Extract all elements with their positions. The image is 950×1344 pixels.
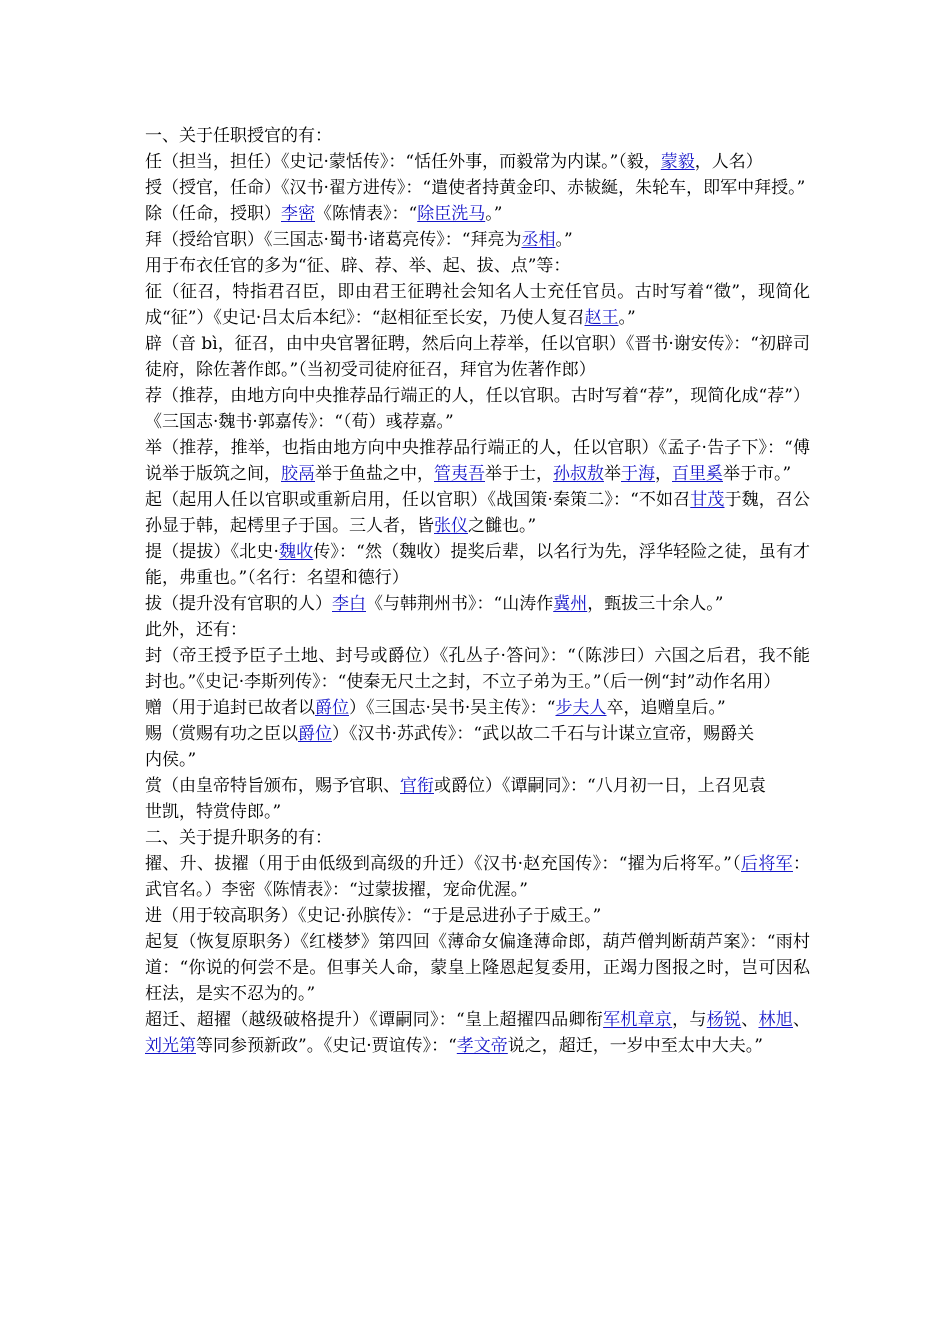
text-segment: 于魏，召公孙显于韩，起樗里子于国。三人者，皆: [145, 490, 811, 536]
hyperlink[interactable]: 李白: [332, 594, 366, 614]
text-segment: 拔（提升没有官职的人）: [145, 594, 332, 614]
text-segment: 等同参预新政”。《史记·贾谊传》：“: [196, 1036, 457, 1056]
paragraph: [145, 331, 810, 383]
hyperlink[interactable]: 李密: [281, 204, 315, 224]
text-segment: ）《三国志·吴书·吴主传》：“: [349, 698, 556, 718]
paragraph: [145, 279, 810, 331]
text-segment: 举（推荐，推举，也指由地方向中央推荐品行端正的人，任以官职）《孟子·告子下》：“傅说举于版筑之间，: [145, 438, 810, 484]
text-segment: 举于鱼盐之中，: [315, 464, 434, 484]
paragraph: [145, 253, 810, 279]
text-segment: ，与: [672, 1010, 707, 1030]
text-segment: 超迁、超擢（越级破格提升）《谭嗣同》：“皇上超擢四品卿衔: [145, 1010, 604, 1030]
hyperlink[interactable]: 冀州: [553, 594, 588, 614]
hyperlink[interactable]: 张仪: [434, 516, 468, 536]
hyperlink[interactable]: 管夷吾: [434, 464, 485, 484]
text-segment: 此外，还有：: [145, 620, 247, 640]
paragraph: [145, 747, 810, 773]
text-segment: 世凯，特赏侍郎。”: [145, 802, 282, 822]
hyperlink[interactable]: 除臣洗马: [417, 204, 486, 224]
text-segment: 任（担当，担任）《史记·蒙恬传》：“恬任外事，而毅常为内谋。”（毅，: [145, 152, 661, 172]
paragraph: [145, 851, 810, 903]
paragraph: [145, 643, 810, 695]
text-segment: 之雠也。”: [468, 516, 537, 536]
paragraph: [145, 591, 810, 617]
hyperlink[interactable]: 杨锐: [706, 1010, 742, 1030]
paragraph: [145, 539, 810, 591]
text-segment: 拜（授给官职）《三国志·蜀书·诸葛亮传》：“拜亮为: [145, 230, 522, 250]
text-segment: 、: [741, 1010, 759, 1030]
paragraph: [145, 929, 810, 1007]
paragraph: [145, 383, 810, 435]
text-segment: 。”: [555, 230, 573, 250]
text-segment: ，甄拔三十余人。”: [587, 594, 724, 614]
paragraph: [145, 903, 810, 929]
text-segment: 。”: [485, 204, 503, 224]
text-segment: 赏（由皇帝特旨颁布，赐予官职、: [145, 776, 400, 796]
paragraph: [145, 123, 810, 149]
hyperlink[interactable]: 步夫人: [555, 698, 607, 718]
paragraph: [145, 435, 810, 487]
text-segment: ，人名）: [694, 152, 763, 172]
paragraph: [145, 227, 810, 253]
text-segment: 《陈情表》：“: [315, 204, 418, 224]
hyperlink[interactable]: 孝文帝: [456, 1036, 508, 1056]
hyperlink[interactable]: 百里奚: [672, 464, 723, 484]
text-segment: 内侯。”: [145, 750, 197, 770]
text-segment: 举于市。”: [723, 464, 792, 484]
paragraph: [145, 175, 810, 201]
paragraph: [145, 201, 810, 227]
text-segment: 起复（恢复原职务）《红楼梦》第四回《薄命女偏逢薄命郎，葫芦僧判断葫芦案》：“雨村道：“你说的何尝不是。但事关人命，蒙皇上隆恩起复委用，正竭力图报之时，岂可因私枉法，是实不忍为的。”: [145, 932, 810, 1004]
text-segment: 征（征召，特指君召臣，即由君王征聘社会知名人士充任官员。古时写着“徵”，现简化成“征”）《史记·吕太后本纪》：“赵相征至长安，乃使人复召: [145, 282, 810, 328]
paragraph: [145, 1007, 810, 1059]
text-segment: 封（帝王授予臣子土地、封号或爵位）《孔丛子·答问》：“（陈涉曰）六国之后君，我不能封也。”《史记·李斯列传》：“使秦无尺土之封，不立子弟为王。”（后一例“封”动作名用）: [145, 646, 810, 692]
text-segment: 荐（推荐，由地方向中央推荐品行端正的人，任以官职。古时写着“荐”，现简化成“荐”）《三国志·魏书·郭嘉传》：“（荀）彧荐嘉。”: [145, 386, 810, 432]
text-segment: 。”: [618, 308, 636, 328]
document-body: [145, 123, 810, 1059]
hyperlink[interactable]: 赵王: [584, 308, 619, 328]
text-segment: 说之，超迁，一岁中至太中大夫。”: [507, 1036, 763, 1056]
text-segment: 《与韩荆州书》：“山涛作: [366, 594, 554, 614]
text-segment: 提（提拔）《北史·: [145, 542, 279, 562]
hyperlink[interactable]: 胶鬲: [281, 464, 315, 484]
text-segment: 、: [793, 1010, 811, 1030]
hyperlink[interactable]: 刘光第: [145, 1036, 196, 1056]
hyperlink[interactable]: 官衔: [400, 776, 434, 796]
text-segment: 二、关于提升职务的有：: [145, 828, 332, 848]
hyperlink[interactable]: 孙叔敖: [553, 464, 604, 484]
hyperlink[interactable]: 甘茂: [690, 490, 725, 510]
text-segment: 除（任命，授职）: [145, 204, 281, 224]
text-segment: 赐（赏赐有功之臣以: [145, 724, 298, 744]
paragraph: [145, 773, 810, 799]
text-segment: 赠（用于追封已故者以: [145, 698, 315, 718]
hyperlink[interactable]: 林旭: [758, 1010, 794, 1030]
text-segment: 举于士，: [485, 464, 553, 484]
text-segment: 起（起用人任以官职或重新启用，任以官职）《战国策·秦策二》：“不如召: [145, 490, 691, 510]
text-segment: 进（用于较高职务）《史记·孙膑传》：“于是忌进孙子于威王。”: [145, 906, 602, 926]
text-segment: ）《汉书·苏武传》：“武以故二千石与计谋立宣帝，赐爵关: [332, 724, 755, 744]
text-segment: 擢、升、拔擢（用于由低级到高级的升迁）《汉书·赵充国传》：“擢为后将军。”（: [145, 854, 742, 874]
hyperlink[interactable]: 后将军: [741, 854, 793, 874]
paragraph: [145, 799, 810, 825]
paragraph: [145, 617, 810, 643]
hyperlink[interactable]: 爵位: [315, 698, 349, 718]
paragraph: [145, 149, 810, 175]
hyperlink[interactable]: 魏收: [278, 542, 314, 562]
hyperlink[interactable]: 军机章京: [603, 1010, 673, 1030]
hyperlink[interactable]: 于海: [621, 464, 655, 484]
paragraph: [145, 695, 810, 721]
text-segment: 辟（音 bì，征召，由中央官署征聘，然后向上荐举，任以官职）《晋书·谢安传》：“初辟司徒府，除佐著作郎。”（当初受司徒府征召，拜官为佐著作郎）: [145, 334, 810, 380]
text-segment: 一、关于任职授官的有：: [145, 126, 332, 146]
text-segment: 或爵位）《谭嗣同》：“八月初一日，上召见袁: [434, 776, 766, 796]
text-segment: 传》：“然（魏收）提奖后辈，以名行为先，浮华轻险之徒，虽有才能，弗重也。”（名行：名望和德行）: [145, 542, 811, 588]
text-segment: 卒，追赠皇后。”: [606, 698, 726, 718]
hyperlink[interactable]: 爵位: [298, 724, 332, 744]
paragraph: [145, 721, 810, 747]
text-segment: ：武官名。）李密《陈情表》：“过蒙拔擢，宠命优渥。”: [145, 854, 810, 900]
text-segment: ，: [655, 464, 672, 484]
paragraph: [145, 825, 810, 851]
text-segment: 用于布衣任官的多为“征、辟、荐、举、起、拔、点”等：: [145, 256, 571, 276]
text-segment: 授（授官，任命）《汉书·翟方进传》：“遣使者持黄金印、赤韨綖，朱轮车，即军中拜授。”: [145, 178, 806, 198]
text-segment: 举: [604, 464, 621, 484]
hyperlink[interactable]: 丞相: [521, 230, 556, 250]
hyperlink[interactable]: 蒙毅: [660, 152, 695, 172]
paragraph: [145, 487, 810, 539]
